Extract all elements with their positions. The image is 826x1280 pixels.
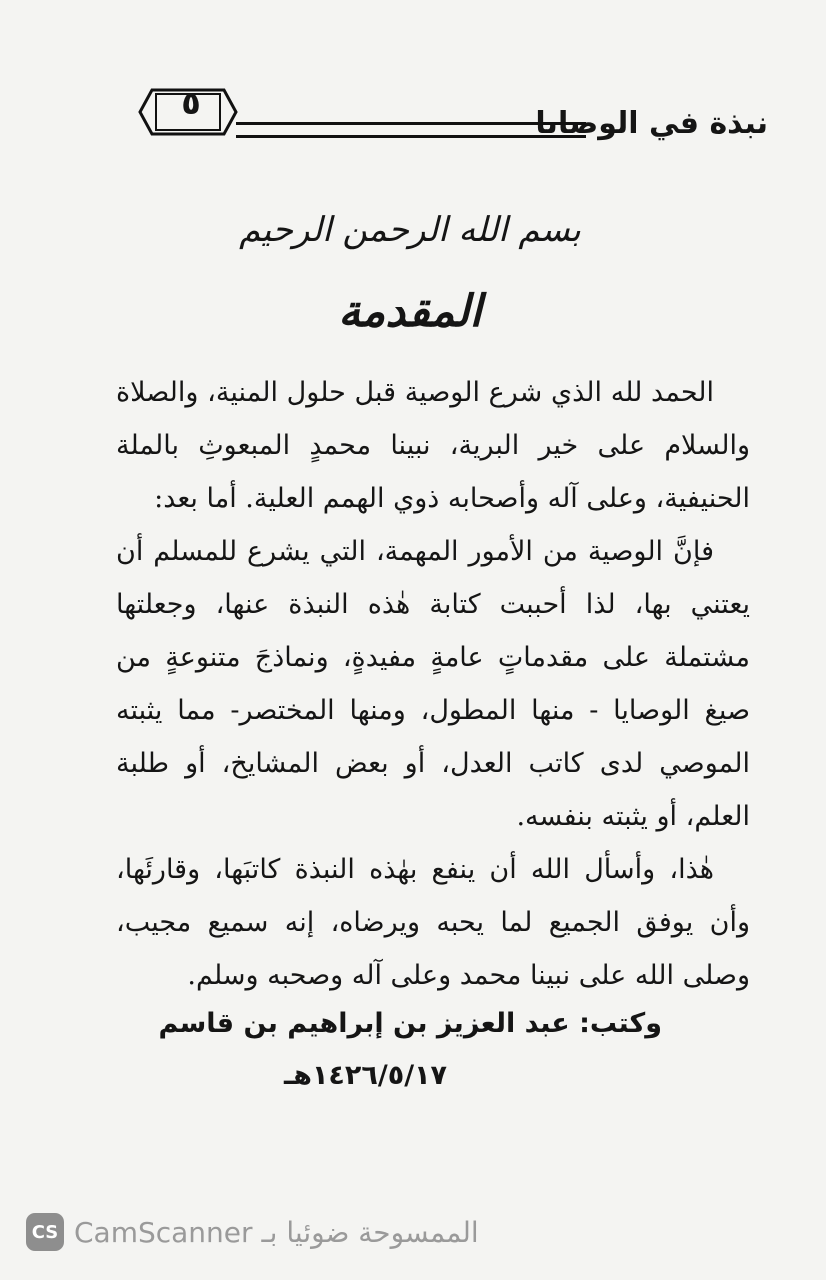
camscanner-logo-icon: CS	[26, 1213, 64, 1251]
header-rule	[236, 122, 586, 138]
section-heading: المقدمة	[338, 286, 482, 337]
date: ١٤٢٦/٥/١٧هـ	[284, 1060, 448, 1091]
paragraph: الحمد لله الذي شرع الوصية قبل حلول المنية، والصلاة والسلام على خير البرية، نبينا محمدٍ المبعوثِ بالملة الحنيفية، وعلى آله وأصحابه ذوي الهمم العلية. أما بعد:	[116, 377, 750, 514]
page-number: ٥	[181, 84, 201, 122]
scanner-watermark	[26, 1210, 479, 1254]
watermark-text: CamScanner الممسوحة ضوئيا بـ	[74, 1215, 479, 1249]
paragraph: فإنَّ الوصية من الأمور المهمة، التي يشرع للمسلم أن يعتني بها، لذا أحببت كتابة هٰذه النبذة عنها، وجعلتها مشتملة على مقدماتٍ عامةٍ مفيدةٍ، ونماذجَ متنوعةٍ من صيغ الوصايا - منها المطول، ومنها المختصر- مما يثبته الموصي لدى كاتب العدل، أو بعض المشايخ، أو طلبة العلم، أو يثبته بنفسه.	[116, 536, 750, 832]
basmala: بسم الله الرحمن الرحيم	[239, 210, 581, 250]
author-signature: وكتب: عبد العزيز بن إبراهيم بن قاسم	[158, 1008, 662, 1039]
paragraph: هٰذا، وأسأل الله أن ينفع بهٰذه النبذة كاتبَها، وقارئَها، وأن يوفق الجميع لما يحبه ويرضاه، إنه سميع مجيب، وصلى الله على نبينا محمد وعلى آله وصحبه وسلم.	[116, 854, 750, 991]
body-text	[116, 366, 750, 1002]
running-title: نبذة في الوصايا	[535, 106, 768, 141]
